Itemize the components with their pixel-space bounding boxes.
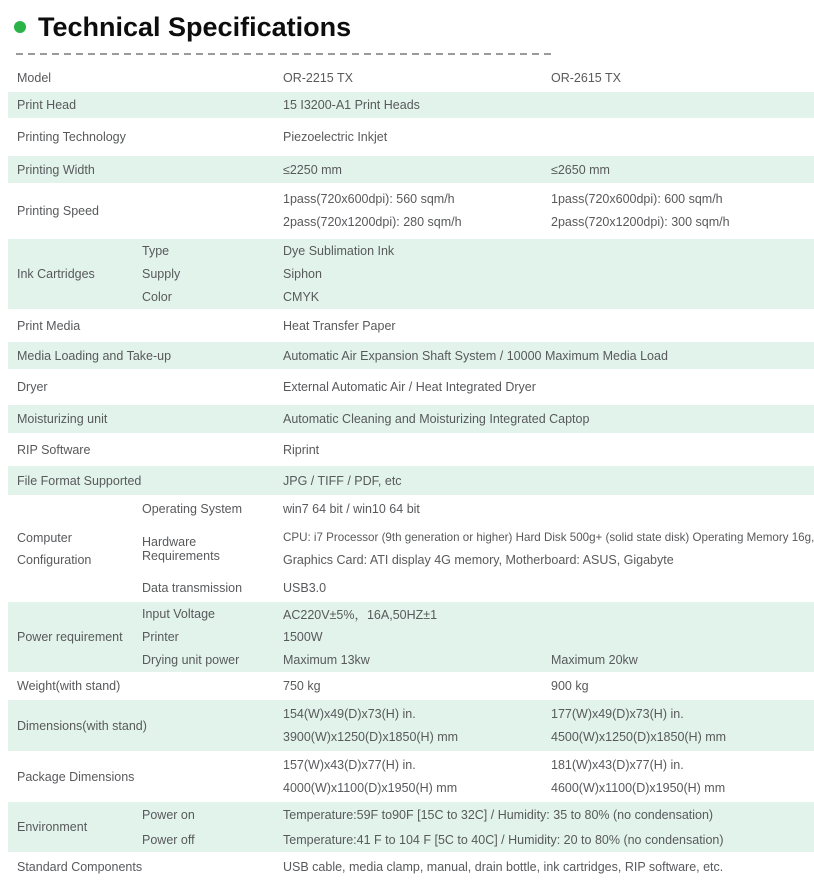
row-value-model1: 157(W)x43(D)x77(H) in. 4000(W)x1100(D)x1950(H) mm (283, 757, 458, 795)
sub-label: Operating System (142, 502, 243, 516)
row-label: File Format Supported (17, 473, 142, 488)
row-label: Print Head (17, 98, 77, 112)
sub-label: Supply (142, 266, 181, 281)
row-label: Dryer (17, 380, 48, 394)
row-label: Ink Cartridges (17, 267, 95, 281)
sub-value: Dye Sublimation Ink (283, 243, 395, 258)
row-value: USB cable, media clamp, manual, drain bottle, ink cartridges, RIP software, etc. (283, 859, 724, 874)
table-row-computer-configuration (8, 495, 814, 602)
table-row-file-format (8, 466, 814, 495)
sub-rows (133, 239, 814, 309)
sub-label: Hardware Requirements (142, 534, 220, 563)
sub-rows (133, 602, 814, 672)
sub-value: Siphon (283, 266, 322, 281)
sub-row-power-on (133, 802, 814, 827)
row-value: Piezoelectric Inkjet (283, 130, 388, 144)
row-value: 15 I3200-A1 Print Heads (283, 98, 420, 112)
sub-label: Type (142, 243, 170, 258)
dashed-divider (16, 53, 553, 55)
sub-row-data-transmission (133, 574, 814, 602)
row-value-model2: 900 kg (551, 679, 589, 693)
sub-value-model1: Maximum 13kw (283, 653, 370, 668)
sub-value: CMYK (283, 290, 320, 305)
sub-value: win7 64 bit / win10 64 bit (283, 502, 420, 516)
row-value-model2: ≤2650 mm (551, 162, 610, 177)
sub-rows (133, 802, 814, 852)
table-row-rip-software (8, 433, 814, 466)
sub-row-printer-power (133, 625, 814, 648)
green-bullet-icon (14, 21, 26, 33)
table-row-standard-components (8, 852, 814, 881)
row-label: Standard Components (17, 859, 143, 874)
sub-label: Data transmission (142, 581, 243, 595)
value-or2215: OR-2215 TX (283, 71, 353, 85)
row-label: Moisturizing unit (17, 412, 108, 426)
table-row-model (8, 64, 814, 92)
table-row-printing-speed (8, 183, 814, 239)
table-row-print-media (8, 309, 814, 342)
row-label: Dimensions(with stand) (17, 718, 147, 733)
sub-value: Temperature:59F to90F [15C to 32C] / Humidity: 35 to 80% (no condensation) (283, 807, 714, 822)
sub-label: Color (142, 290, 172, 305)
table-row-weight (8, 672, 814, 700)
sub-row-hardware-requirements (133, 523, 814, 574)
sub-rows (133, 495, 814, 602)
table-row-media-loading (8, 342, 814, 369)
table-row-ink-cartridges (8, 239, 814, 309)
sub-value: AC220V±5%，16A,50HZ±1 (283, 607, 438, 622)
spec-table (0, 64, 814, 881)
row-label: Print Media (17, 318, 81, 333)
row-label: Power requirement (17, 630, 123, 644)
section-header (0, 0, 814, 44)
sub-label: Power off (142, 832, 195, 847)
sub-value: CPU: i7 Processor (9th generation or higher) Hard Disk 500g+ (solid state disk) Operating Memory 16g, Graphics Card: ATI display 4G memory, Motherboard: ASUS, Gigabyte (283, 530, 814, 567)
table-row-printing-width (8, 156, 814, 183)
sub-label: Input Voltage (142, 606, 215, 621)
row-value-model1: 1pass(720x600dpi): 560 sqm/h 2pass(720x1200dpi): 280 sqm/h (283, 192, 462, 229)
sub-row-color (133, 286, 814, 309)
sub-row-supply (133, 262, 814, 285)
table-row-dryer (8, 369, 814, 405)
sub-row-drying-unit-power (133, 649, 814, 672)
row-value-model2: 177(W)x49(D)x73(H) in. 4500(W)x1250(D)x1850(H) mm (551, 706, 727, 744)
row-label: Weight(with stand) (17, 679, 121, 693)
page-title: Technical Specifications (38, 11, 352, 42)
row-value: External Automatic Air / Heat Integrated Dryer (283, 380, 536, 394)
row-value: Automatic Air Expansion Shaft System / 10000 Maximum Media Load (283, 348, 668, 363)
sub-row-input-voltage (133, 602, 814, 625)
sub-label: Drying unit power (142, 653, 240, 668)
sub-row-power-off (133, 827, 814, 852)
row-value-model2: 181(W)x43(D)x77(H) in. 4600(W)x1100(D)x1950(H) mm (551, 757, 726, 795)
sub-label: Power on (142, 807, 195, 822)
table-row-dimensions (8, 700, 814, 751)
sub-row-type (133, 239, 814, 262)
table-row-environment (8, 802, 814, 852)
sub-label: Printer (142, 629, 179, 644)
row-label: Environment (17, 820, 88, 834)
table-row-power-requirement (8, 602, 814, 672)
row-value-model1: ≤2250 mm (283, 162, 342, 177)
table-row-printing-technology (8, 118, 814, 156)
sub-value: Temperature:41 F to 104 F [5C to 40C] / Humidity: 20 to 80% (no condensation) (283, 832, 724, 847)
sub-value-model2: Maximum 20kw (551, 653, 638, 668)
table-row-package-dimensions (8, 751, 814, 802)
row-label: Model (17, 71, 52, 85)
row-value: Heat Transfer Paper (283, 318, 396, 333)
row-label: Printing Technology (17, 130, 126, 144)
table-row-print-head (8, 92, 814, 118)
row-label: Media Loading and Take-up (17, 348, 172, 363)
row-value-model1: 154(W)x49(D)x73(H) in. 3900(W)x1250(D)x1850(H) mm (283, 706, 459, 744)
row-value: Automatic Cleaning and Moisturizing Integrated Captop (283, 412, 590, 426)
row-value: JPG / TIFF / PDF, etc (283, 473, 402, 488)
row-value-model1: 750 kg (283, 679, 321, 693)
table-row-moisturizing-unit (8, 405, 814, 433)
row-label: Printing Width (17, 162, 95, 177)
row-label: RIP Software (17, 442, 91, 457)
sub-row-operating-system (133, 495, 814, 523)
row-label: Printing Speed (17, 204, 100, 218)
value-or2615: OR-2615 TX (551, 71, 621, 85)
sub-value: 1500W (283, 629, 323, 644)
row-label: Package Dimensions (17, 769, 135, 784)
sub-value: USB3.0 (283, 581, 327, 595)
row-label: Computer Configuration (17, 530, 92, 567)
row-value-model2: 1pass(720x600dpi): 600 sqm/h 2pass(720x1200dpi): 300 sqm/h (551, 192, 730, 229)
row-value: Riprint (283, 442, 320, 457)
